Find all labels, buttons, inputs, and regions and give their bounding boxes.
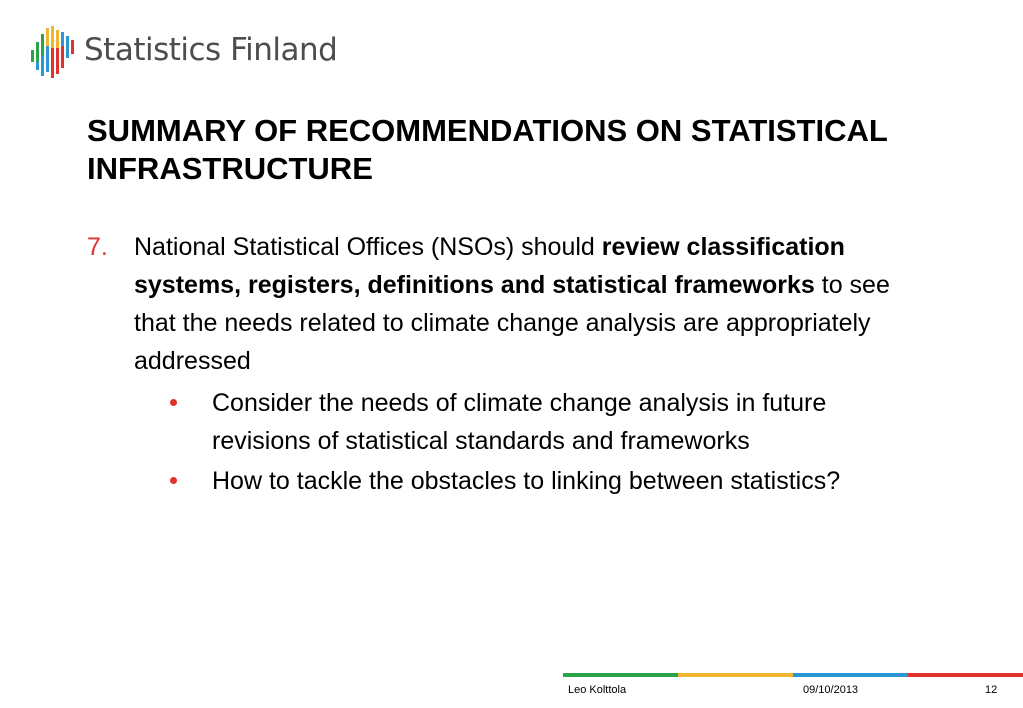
bullet-dot-icon — [170, 399, 177, 406]
item-text-before: National Statistical Offices (NSOs) should — [134, 233, 602, 261]
list-item — [212, 384, 917, 460]
item-number: 7. — [87, 233, 108, 261]
slide-body — [87, 228, 917, 502]
recommendation-item — [87, 228, 917, 380]
bullet-text: Consider the needs of climate change analysis in future revisions of statistical standards and frameworks — [212, 389, 827, 455]
bullet-list — [87, 384, 917, 500]
item-text-after: to see that the needs related to climate change analysis are appropriately addressed — [134, 271, 890, 375]
statistics-finland-bars-icon — [30, 24, 76, 80]
footer-bar-segment — [793, 673, 908, 677]
footer-bar-segment — [908, 673, 1023, 677]
logo-wordmark: Statistics Finland — [84, 32, 338, 68]
bullet-text: How to tackle the obstacles to linking between statistics? — [212, 467, 841, 495]
item-text-bold: review classification systems, registers, definitions and statistical frameworks — [134, 233, 845, 299]
footer-bar-segment — [678, 673, 793, 677]
footer-author: Leo Kolttola — [568, 684, 627, 696]
footer-color-bar — [563, 673, 1023, 677]
item-text — [134, 228, 917, 380]
list-item — [212, 462, 917, 500]
footer-page-number: 12 — [985, 684, 998, 696]
footer-date: 09/10/2013 — [803, 684, 859, 696]
slide-title: SUMMARY OF RECOMMENDATIONS ON STATISTICAL INFRASTRUCTURE — [87, 113, 888, 186]
bullet-dot-icon — [170, 477, 177, 484]
footer-bar-segment — [563, 673, 678, 677]
